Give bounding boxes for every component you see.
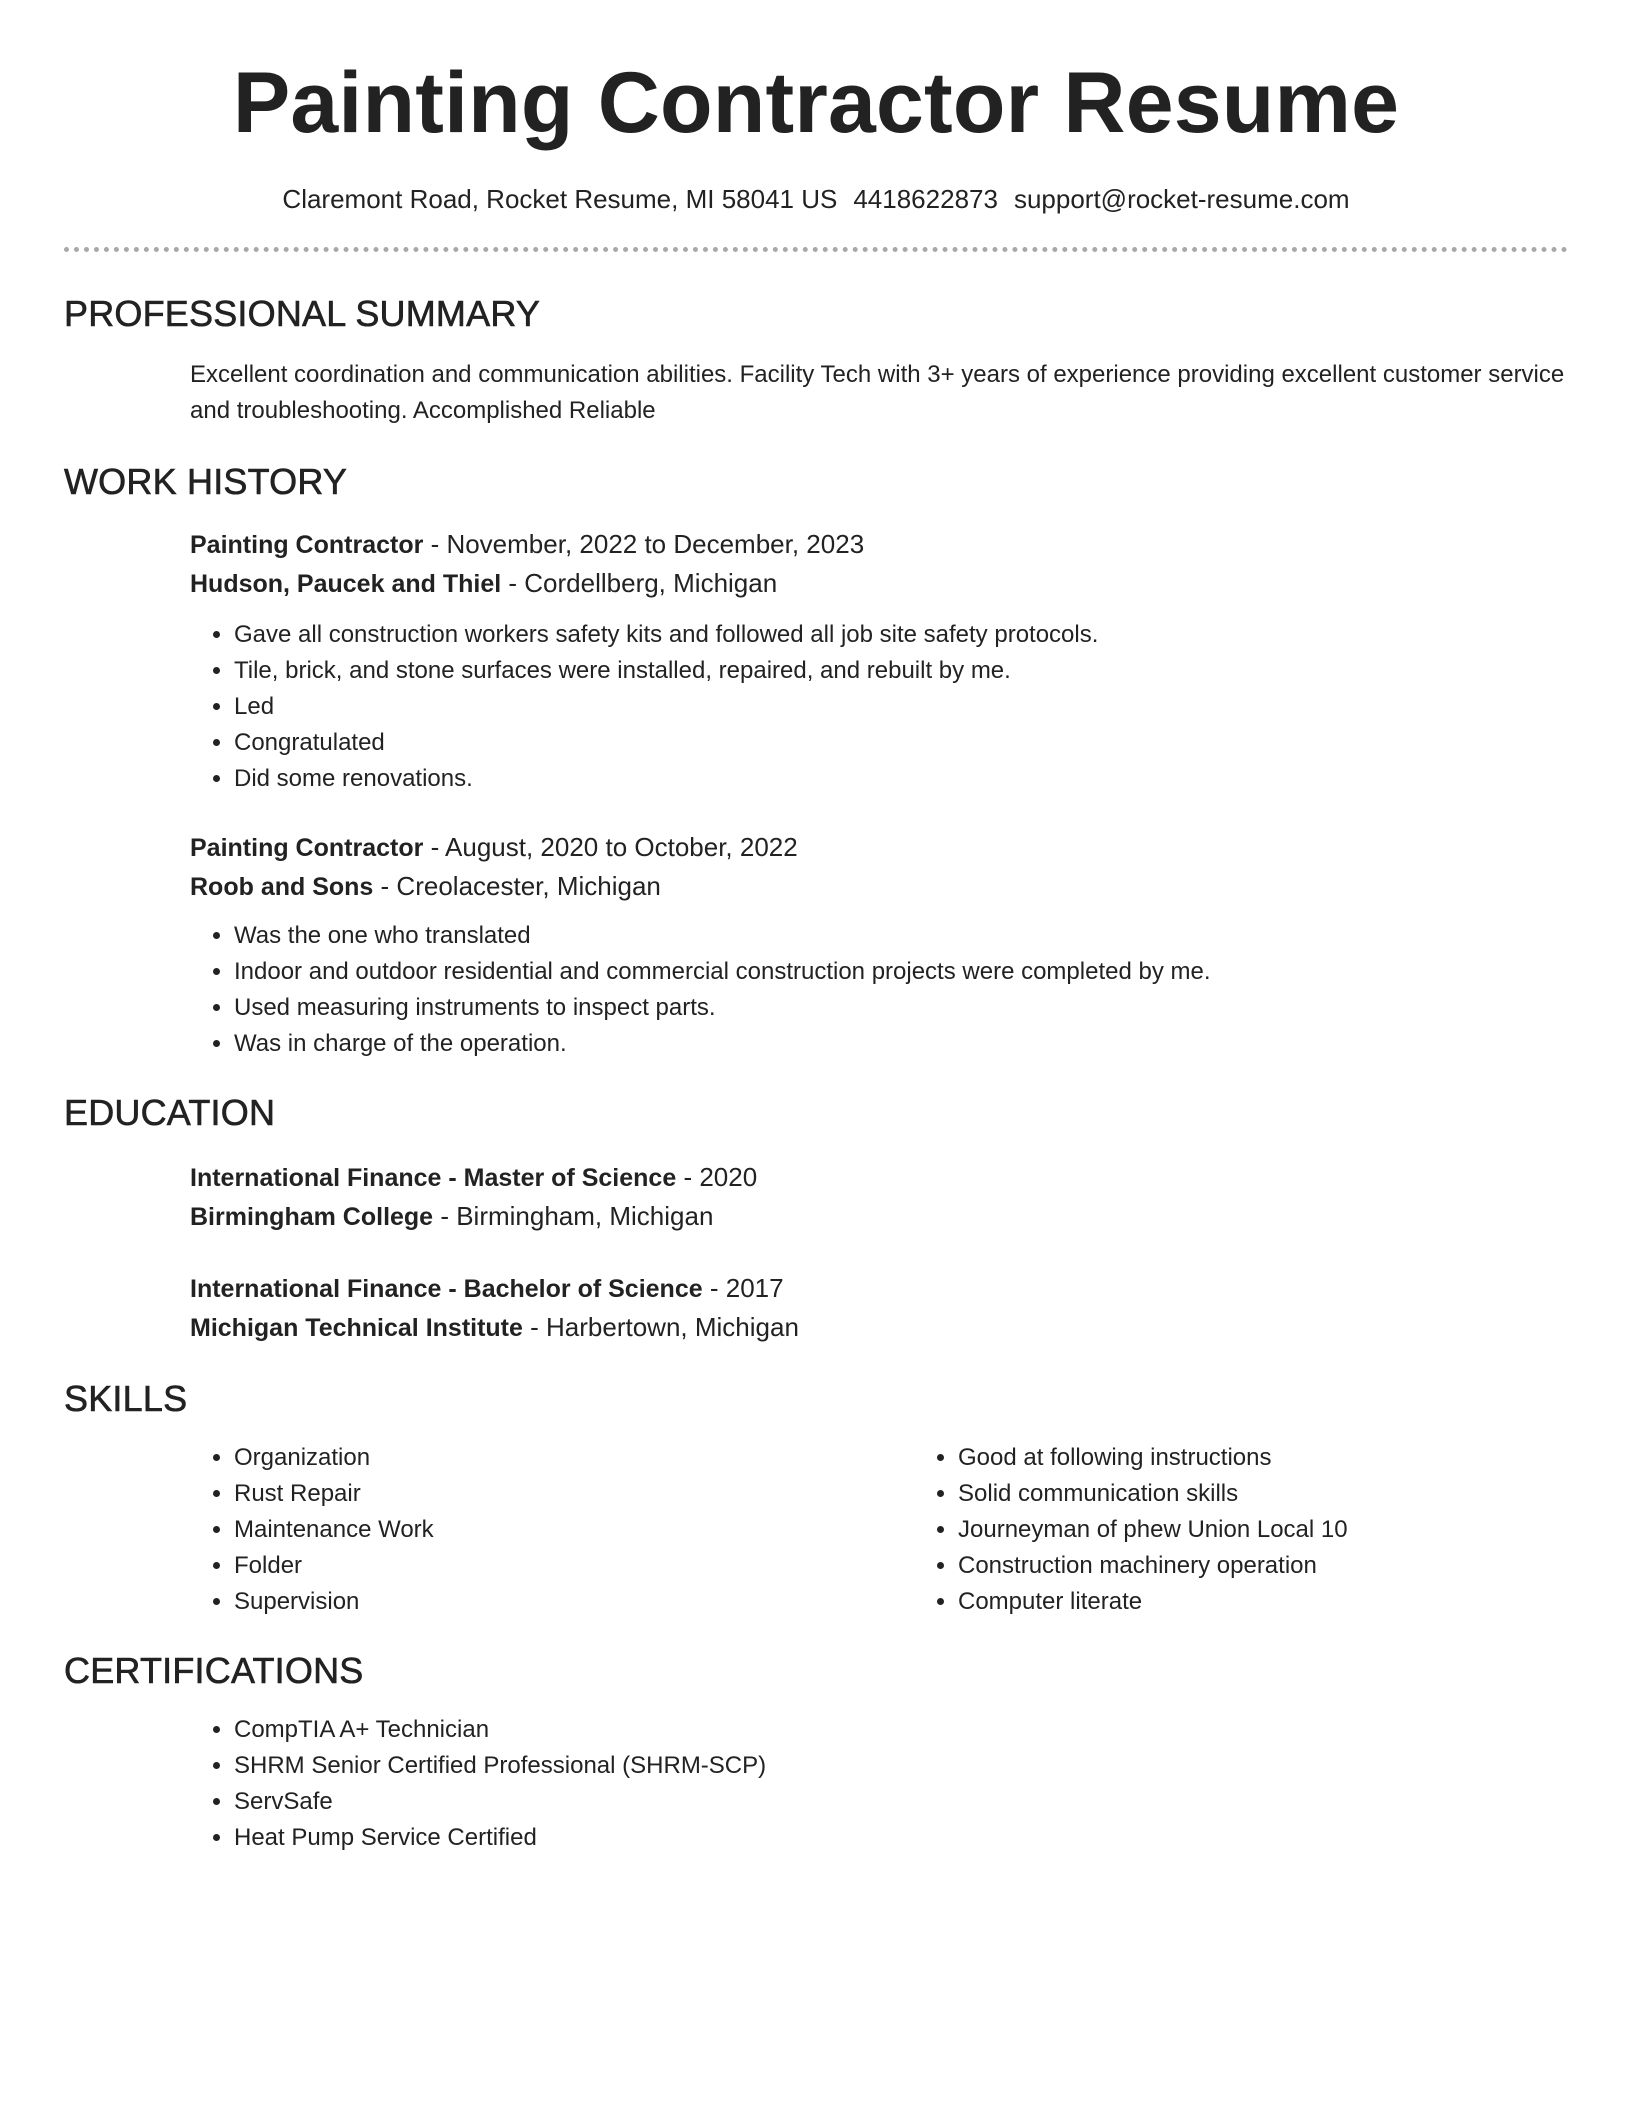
job-dates: - August, 2020 to October, 2022 (423, 831, 798, 862)
job-bullets (190, 617, 1568, 797)
school: Birmingham College (190, 1202, 434, 1231)
work-history-heading: WORK HISTORY (64, 460, 348, 502)
degree: International Finance - Bachelor of Science (190, 1274, 703, 1303)
list-item: • Led (234, 689, 1568, 725)
contact-address: Claremont Road, Rocket Resume, MI 58041 US (282, 183, 838, 214)
summary-section (64, 293, 1568, 429)
list-item: • Computer literate (958, 1584, 1632, 1620)
school-line (190, 1197, 1568, 1236)
school-location: - Birmingham, Michigan (433, 1200, 714, 1231)
job-bullets (190, 918, 1568, 1062)
list-item: • Journeyman of phew Union Local 10 (958, 1512, 1632, 1548)
degree: International Finance - Master of Science (190, 1163, 677, 1192)
school-location: - Harbertown, Michigan (522, 1311, 799, 1342)
job-entry (190, 828, 1568, 1062)
summary-body (190, 357, 1568, 429)
degree-year: - 2017 (702, 1272, 784, 1303)
resume-title: Painting Contractor Resume (232, 55, 1400, 151)
list-item: • Congratulated (234, 725, 1568, 761)
list-item: • Indoor and outdoor residential and commercial construction projects were completed by me. (234, 954, 1568, 990)
job-company: Roob and Sons (190, 872, 374, 901)
list-item: • Used measuring instruments to inspect parts. (234, 990, 1568, 1026)
list-item: • Gave all construction workers safety kits and followed all job site safety protocols. (234, 617, 1568, 653)
education-heading: EDUCATION (64, 1091, 276, 1133)
list-item: • SHRM Senior Certified Professional (SHRM-SCP) (234, 1748, 1568, 1784)
job-company-line (190, 564, 1568, 603)
list-item: • Tile, brick, and stone surfaces were installed, repaired, and rebuilt by me. (234, 653, 1568, 689)
list-item: • Solid communication skills (958, 1476, 1632, 1512)
degree-year: - 2020 (676, 1161, 758, 1192)
list-item: • Supervision (234, 1584, 914, 1620)
job-role: Painting Contractor (190, 530, 424, 559)
education-section (64, 1092, 1568, 1347)
list-item: • Was the one who translated (234, 918, 1568, 954)
certifications-body (190, 1712, 1568, 1856)
skills-heading: SKILLS (64, 1377, 188, 1419)
list-item: • Rust Repair (234, 1476, 914, 1512)
summary-heading: PROFESSIONAL SUMMARY (64, 292, 541, 334)
job-title-line (190, 828, 1568, 867)
school-line (190, 1308, 1568, 1347)
school: Michigan Technical Institute (190, 1313, 523, 1342)
skills-list-left (190, 1440, 914, 1620)
contact-email: support@rocket-resume.com (1013, 183, 1350, 214)
certifications-list (190, 1712, 1568, 1856)
contact-line (64, 183, 1568, 217)
contact-phone: 4418622873 (853, 183, 998, 214)
job-location: - Cordellberg, Michigan (501, 567, 778, 598)
education-entry (190, 1158, 1568, 1236)
skills-list-right (914, 1440, 1632, 1620)
job-location: - Creolacester, Michigan (373, 870, 661, 901)
degree-line (190, 1269, 1568, 1308)
job-title-line (190, 525, 1568, 564)
list-item: • Good at following instructions (958, 1440, 1632, 1476)
skills-columns (190, 1440, 1568, 1620)
work-history-section (64, 461, 1568, 1062)
skills-section (64, 1378, 1568, 1620)
job-entry (190, 525, 1568, 797)
summary-text: Excellent coordination and communication abilities. Facility Tech with 3+ years of experience providing excellent customer service and troubleshooting. Accomplished Reliable (190, 360, 1565, 424)
certifications-heading: CERTIFICATIONS (64, 1649, 364, 1691)
list-item: • CompTIA A+ Technician (234, 1712, 1568, 1748)
job-dates: - November, 2022 to December, 2023 (423, 528, 865, 559)
list-item: • Heat Pump Service Certified (234, 1820, 1568, 1856)
list-item: • Did some renovations. (234, 761, 1568, 797)
list-item: • Maintenance Work (234, 1512, 914, 1548)
list-item: • Construction machinery operation (958, 1548, 1632, 1584)
list-item: • Was in charge of the operation. (234, 1026, 1568, 1062)
job-role: Painting Contractor (190, 833, 424, 862)
job-company-line (190, 867, 1568, 906)
education-entry (190, 1269, 1568, 1347)
job-company: Hudson, Paucek and Thiel (190, 569, 502, 598)
certifications-section (64, 1650, 1568, 1856)
list-item: • Folder (234, 1548, 914, 1584)
degree-line (190, 1158, 1568, 1197)
header-divider (64, 247, 1568, 252)
resume-header (64, 0, 1568, 252)
list-item: • ServSafe (234, 1784, 1568, 1820)
list-item: • Organization (234, 1440, 914, 1476)
